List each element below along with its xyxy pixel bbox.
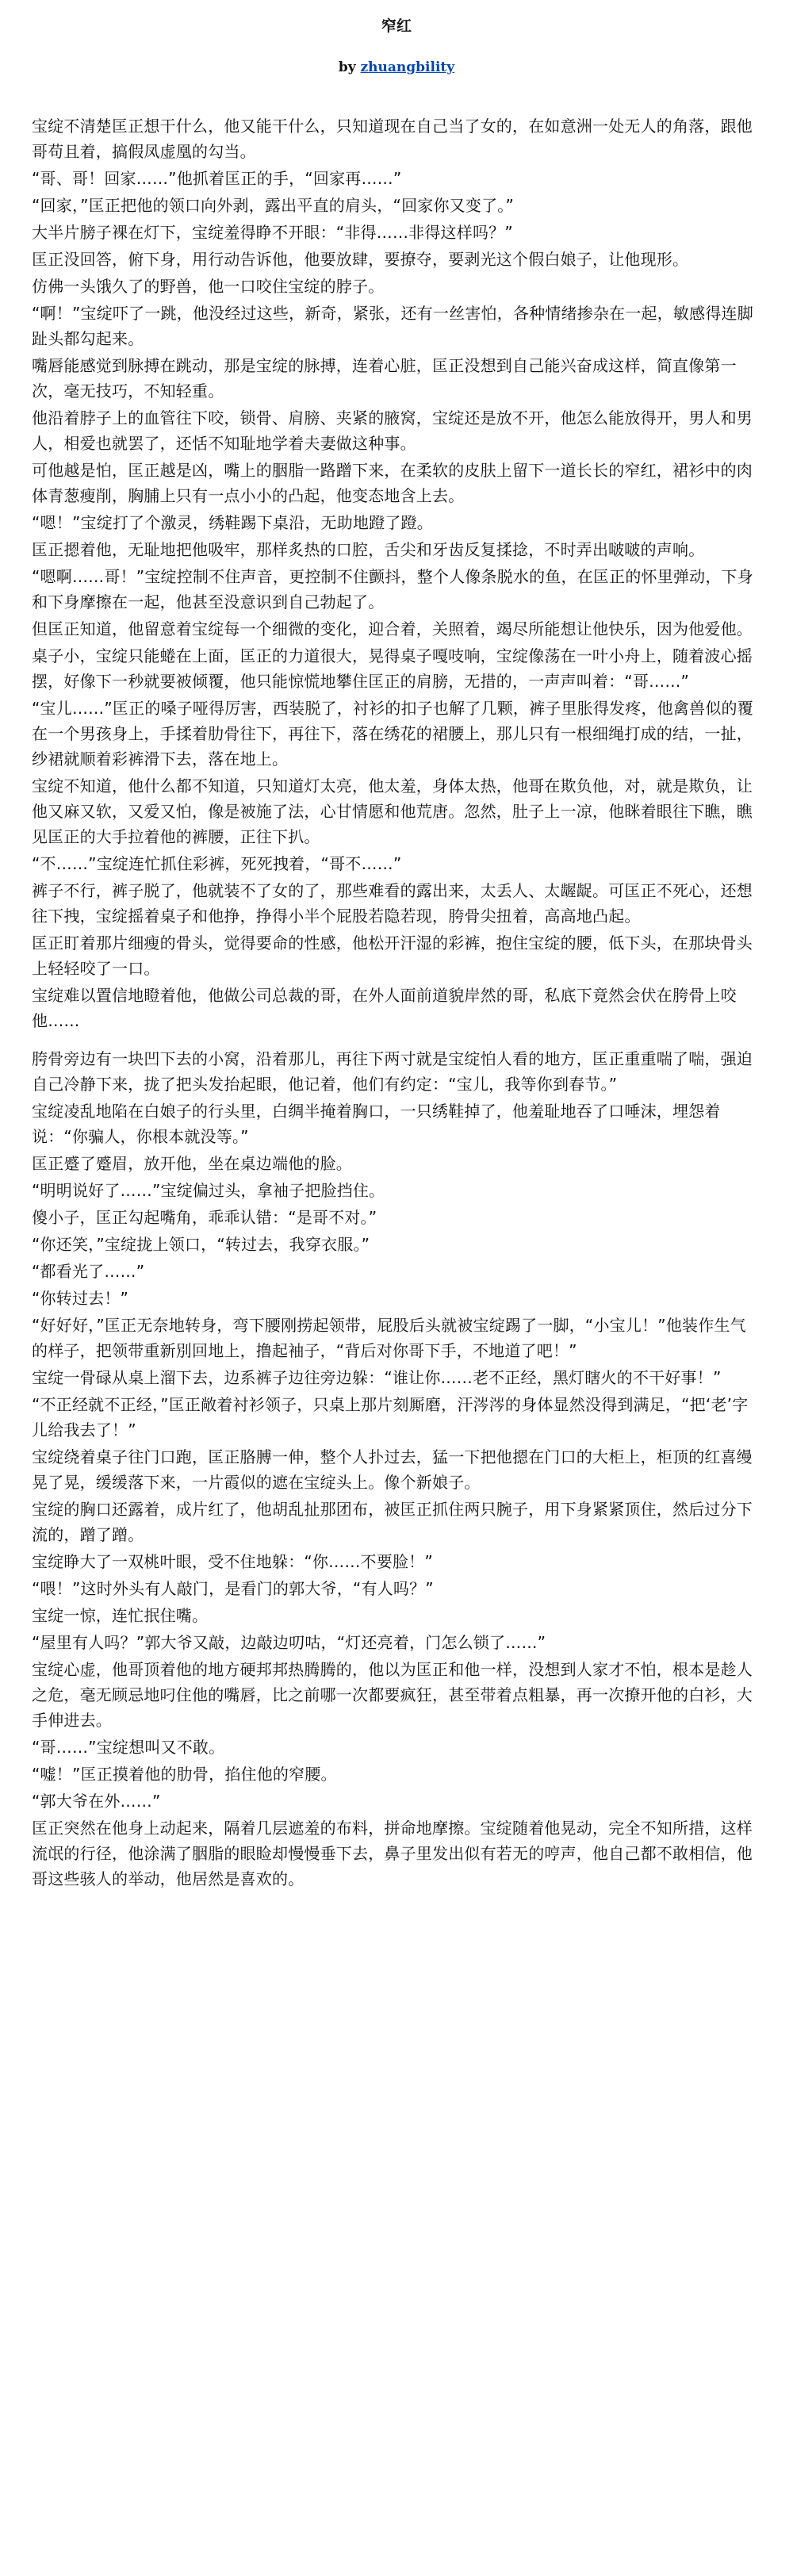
paragraph: “屋里有人吗？”郭大爷又敲，边敲边叨咕，“灯还亮着，门怎么锁了……” <box>32 1633 546 1652</box>
paragraph: 但匡正知道，他留意着宝绽每一个细微的变化，迎合着，关照着，竭尽所能想让他快乐，因为他爱他。 <box>32 619 753 638</box>
paragraph: “喂！”这时外头有人敲门，是看门的郭大爷，“有人吗？” <box>32 1579 434 1598</box>
paragraph: 匡正突然在他身上动起来，隔着几层遮羞的布料，拼命地摩擦。宝绽随着他晃动，完全不知所措，这样流氓的行径，他涂满了胭脂的眼睑却慢慢垂下去，鼻子里发出似有若无的哼声，他自己都不敢相信，他哥这些骇人的举动，他居然是喜欢的。 <box>32 1819 753 1888</box>
paragraph: 宝绽睁大了一双桃叶眼，受不住地躲：“你……不要脸！” <box>32 1552 433 1571</box>
paragraph: “回家，”匡正把他的领口向外剥，露出平直的肩头，“回家你又变了。” <box>32 196 515 215</box>
paragraph: “嘘！”匡正摸着他的肋骨，掐住他的窄腰。 <box>32 1765 337 1784</box>
paragraph: 宝绽不清楚匡正想干什么，他又能干什么，只知道现在自己当了女的，在如意洲一处无人的角落，跟他哥苟且着，搞假凤虚凰的勾当。 <box>32 117 753 161</box>
byline-prefix: by <box>338 59 361 75</box>
paragraph: 匡正蹙了蹙眉，放开他，坐在桌边端他的脸。 <box>32 1154 352 1173</box>
paragraph: “哥……”宝绽想叫又不敢。 <box>32 1738 225 1757</box>
paragraph: 宝绽不知道，他什么都不知道，只知道灯太亮，他太羞，身体太热，他哥在欺负他，对，就是欺负，让他又麻又软，又爱又怕，像是被施了法，心甘情愿和他荒唐。忽然，肚子上一凉，他眯着眼往下瞧，瞧见匡正的大手拉着他的裤腰，正往下扒。 <box>32 776 753 846</box>
paragraph: 匡正没回答，俯下身，用行动告诉他，他要放肆，要撩夺，要剥光这个假白娘子，让他现形。 <box>32 250 689 269</box>
paragraph: 大半片膀子裸在灯下，宝绽羞得睁不开眼：“非得……非得这样吗？” <box>32 223 513 242</box>
paragraph: 裤子不行，裤子脱了，他就装不了女的了，那些难看的露出来，太丢人、太龌龊。可匡正不死心，还想往下拽，宝绽摇着桌子和他挣，挣得小半个屁股若隐若现，胯骨尖扭着，高高地凸起。 <box>32 881 753 926</box>
paragraph: 宝绽凌乱地陷在白娘子的行头里，白绸半掩着胸口，一只绣鞋掉了，他羞耻地吞了口唾沫，埋怨着说：“你骗人，你根本就没等。” <box>32 1102 721 1146</box>
paragraph: 他沿着脖子上的血管往下咬，锁骨、肩膀、夹紧的腋窝，宝绽还是放不开，他怎么能放得开，男人和男人，相爱也就罢了，还恬不知耻地学着夫妻做这种事。 <box>32 408 753 453</box>
paragraph: 匡正摁着他，无耻地把他吸牢，那样炙热的口腔，舌尖和牙齿反复揉捻，不时弄出啵啵的声响。 <box>32 540 705 559</box>
paragraph: 桌子小，宝绽只能蜷在上面，匡正的力道很大，晃得桌子嘎吱响，宝绽像荡在一叶小舟上，随着波心摇摆，好像下一秒就要被倾覆，他只能惊慌地攀住匡正的肩膀，无措的，一声声叫着：“哥……” <box>32 646 753 691</box>
paragraph: “明明说好了……”宝绽偏过头，拿袖子把脸挡住。 <box>32 1181 385 1200</box>
story-title: 窄红 <box>381 17 412 35</box>
paragraph: 宝绽一惊，连忙抿住嘴。 <box>32 1606 209 1625</box>
paragraph: 宝绽绕着桌子往门口跑，匡正胳膊一伸，整个人扑过去，猛一下把他摁在门口的大柜上，柜顶的红喜缦晃了晃，缓缓落下来，一片霞似的遮在宝绽头上。像个新娘子。 <box>32 1447 753 1492</box>
paragraph: “郭大爷在外……” <box>32 1792 161 1811</box>
paragraph: 嘴唇能感觉到脉搏在跳动，那是宝绽的脉搏，连着心脏，匡正没想到自己能兴奋成这样，简直像第一次，毫无技巧，不知轻重。 <box>32 356 737 401</box>
paragraph: 可他越是怕，匡正越是凶，嘴上的胭脂一路蹭下来，在柔软的皮肤上留下一道长长的窄红，裙衫中的肉体青葱瘦削，胸脯上只有一点小小的凸起，他变态地含上去。 <box>32 461 753 505</box>
paragraph: 胯骨旁边有一块凹下去的小窝，沿着那儿，再往下两寸就是宝绽怕人看的地方，匡正重重喘了喘，强迫自己冷静下来，拢了把头发抬起眼，他记着，他们有约定：“宝儿，我等你到春节。” <box>32 1049 753 1094</box>
paragraph: 宝绽难以置信地瞪着他，他做公司总裁的哥，在外人面前道貌岸然的哥，私底下竟然会伏在胯骨上咬他…… <box>32 986 737 1030</box>
paragraph: 匡正盯着那片细瘦的骨头，觉得要命的性感，他松开汗湿的彩裤，抱住宝绽的腰，低下头，在那块骨头上轻轻咬了一口。 <box>32 933 753 978</box>
paragraph: 宝绽一骨碌从桌上溜下去，边系裤子边往旁边躲：“谁让你……老不正经，黑灯瞎火的不干好事！” <box>32 1368 722 1387</box>
paragraph: “不正经就不正经，”匡正敞着衬衫领子，只桌上那片刻厮磨，汗涔涔的身体显然没得到满足，“把‘老’字儿给我去了！” <box>32 1395 749 1439</box>
author-link[interactable]: zhuangbility <box>360 59 455 75</box>
paragraph: 宝绽的胸口还露着，成片红了，他胡乱扯那团布，被匡正抓住两只腕子，用下身紧紧顶住，然后过分下流的，蹭了蹭。 <box>32 1500 753 1544</box>
paragraph: “你还笑，”宝绽拢上领口，“转过去，我穿衣服。” <box>32 1235 370 1254</box>
byline <box>32 59 761 75</box>
paragraph: “你转过去！” <box>32 1289 129 1308</box>
paragraph: 宝绽心虚，他哥顶着他的地方硬邦邦热腾腾的，他以为匡正和他一样，没想到人家才不怕，根本是趁人之危，毫无顾忌地叼住他的嘴唇，比之前哪一次都要疯狂，甚至带着点粗暴，再一次撩开他的白衫，大手伸进去。 <box>32 1660 753 1730</box>
paragraph: “都看光了……” <box>32 1262 145 1281</box>
paragraph: “好好好，”匡正无奈地转身，弯下腰刚捞起领带，屁股后头就被宝绽踢了一脚，“小宝儿！”他装作生气的样子，把领带重新別回地上，撸起袖子，“背后对你哥下手，不地道了吧！” <box>32 1316 746 1360</box>
paragraph: “嗯！”宝绽打了个激灵，绣鞋踢下桌沿，无助地蹬了蹬。 <box>32 513 433 532</box>
paragraph: “啊！”宝绽吓了一跳，他没经过这些，新奇，紧张，还有一丝害怕，各种情绪掺杂在一起，敏感得连脚趾头都勾起来。 <box>32 304 753 348</box>
paragraph: “宝儿……”匡正的嗓子哑得厉害，西装脱了，衬衫的扣子也解了几颗，裤子里胀得发疼，他禽兽似的覆在一个男孩身上，手揉着肋骨往下，再往下，落在绣花的裙腰上，那儿只有一根细绳打成的结，一扯，纱裙就顺着彩裤滑下去，落在地上。 <box>32 699 753 769</box>
paragraph: 仿佛一头饿久了的野兽，他一口咬住宝绽的脖子。 <box>32 277 385 296</box>
paragraph: “哥、哥！回家……”他抓着匡正的手，“回家再……” <box>32 169 402 188</box>
paragraph: “嗯啊……哥！”宝绽控制不住声音，更控制不住颤抖，整个人像条脱水的鱼，在匡正的怀里弹动，下身和下身摩擦在一起，他甚至没意识到自己勃起了。 <box>32 567 753 611</box>
paragraph: 傻小子，匡正勾起嘴角，乖乖认错：“是哥不对。” <box>32 1208 377 1227</box>
story-body <box>32 113 761 1892</box>
paragraph: “不……”宝绽连忙抓住彩裤，死死拽着，“哥不……” <box>32 854 402 873</box>
